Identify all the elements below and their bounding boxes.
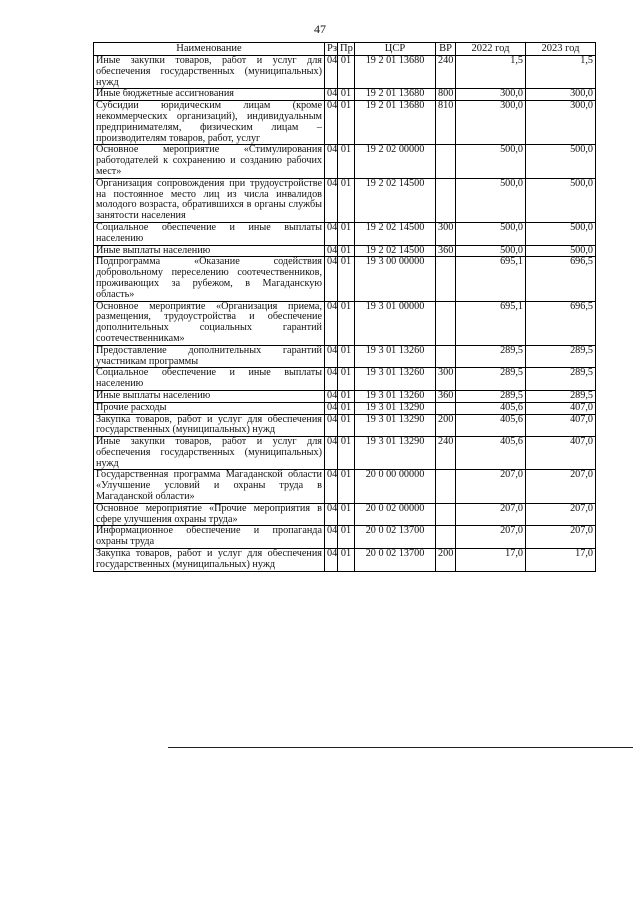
row-csr: 20 0 00 00000 bbox=[355, 470, 436, 503]
row-name: Иные закупки товаров, работ и услуг для обеспечения государственных (муниципальных) нужд bbox=[94, 437, 325, 470]
header-vr: ВР bbox=[436, 43, 456, 56]
row-pr: 01 bbox=[338, 503, 355, 526]
row-value-2023: 207,0 bbox=[526, 526, 596, 549]
row-csr: 19 3 01 13260 bbox=[355, 390, 436, 402]
row-csr: 19 3 01 13260 bbox=[355, 368, 436, 391]
row-name: Предоставление дополнительных гарантий участникам программы bbox=[94, 345, 325, 368]
row-rz: 04 bbox=[325, 222, 338, 245]
table-row bbox=[94, 390, 596, 402]
row-value-2023: 289,5 bbox=[526, 368, 596, 391]
row-vr bbox=[436, 301, 456, 345]
row-rz: 04 bbox=[325, 145, 338, 178]
row-csr: 19 3 01 13260 bbox=[355, 345, 436, 368]
row-rz: 04 bbox=[325, 503, 338, 526]
row-csr: 19 2 01 13680 bbox=[355, 56, 436, 89]
row-value-2022: 695,1 bbox=[456, 257, 526, 301]
row-vr: 200 bbox=[436, 549, 456, 572]
row-value-2022: 207,0 bbox=[456, 526, 526, 549]
row-value-2023: 407,0 bbox=[526, 414, 596, 437]
page-number: 47 bbox=[314, 22, 326, 36]
row-value-2023: 500,0 bbox=[526, 178, 596, 222]
row-vr bbox=[436, 178, 456, 222]
table-row bbox=[94, 178, 596, 222]
row-name: Иные бюджетные ассигнования bbox=[94, 89, 325, 101]
row-value-2023: 500,0 bbox=[526, 145, 596, 178]
row-value-2022: 405,6 bbox=[456, 437, 526, 470]
row-name: Информационное обеспечение и пропаганда охраны труда bbox=[94, 526, 325, 549]
row-vr: 300 bbox=[436, 368, 456, 391]
row-pr: 01 bbox=[338, 549, 355, 572]
row-csr: 20 0 02 13700 bbox=[355, 549, 436, 572]
table-row bbox=[94, 101, 596, 145]
table-row bbox=[94, 245, 596, 257]
row-rz: 04 bbox=[325, 402, 338, 414]
header-2022: 2022 год bbox=[456, 43, 526, 56]
row-value-2022: 300,0 bbox=[456, 101, 526, 145]
row-pr: 01 bbox=[338, 345, 355, 368]
row-rz: 04 bbox=[325, 245, 338, 257]
table-row bbox=[94, 89, 596, 101]
row-name: Закупка товаров, работ и услуг для обеспечения государственных (муниципальных) нужд bbox=[94, 549, 325, 572]
row-value-2022: 405,6 bbox=[456, 402, 526, 414]
table-row bbox=[94, 345, 596, 368]
row-value-2022: 289,5 bbox=[456, 345, 526, 368]
row-pr: 01 bbox=[338, 257, 355, 301]
row-value-2022: 289,5 bbox=[456, 368, 526, 391]
row-vr bbox=[436, 145, 456, 178]
row-csr: 19 2 01 13680 bbox=[355, 89, 436, 101]
row-csr: 19 3 01 13290 bbox=[355, 437, 436, 470]
table-row bbox=[94, 470, 596, 503]
row-name: Прочие расходы bbox=[94, 402, 325, 414]
row-name: Подпрограмма «Оказание содействия добровольному переселению соотечественников, проживающих за рубежом, в Магаданскую область» bbox=[94, 257, 325, 301]
row-vr: 800 bbox=[436, 89, 456, 101]
row-value-2023: 300,0 bbox=[526, 89, 596, 101]
row-csr: 19 3 00 00000 bbox=[355, 257, 436, 301]
row-value-2022: 300,0 bbox=[456, 89, 526, 101]
row-vr bbox=[436, 402, 456, 414]
row-name: Субсидии юридическим лицам (кроме некоммерческих организаций), индивидуальным предпринимателям, физическим лицам – производителям товаров, работ, услуг bbox=[94, 101, 325, 145]
row-value-2022: 207,0 bbox=[456, 503, 526, 526]
row-name: Основное мероприятие «Прочие мероприятия в сфере улучшения охраны труда» bbox=[94, 503, 325, 526]
row-csr: 19 3 01 13290 bbox=[355, 402, 436, 414]
row-csr: 20 0 02 00000 bbox=[355, 503, 436, 526]
row-rz: 04 bbox=[325, 470, 338, 503]
header-2023: 2023 год bbox=[526, 43, 596, 56]
table-row bbox=[94, 437, 596, 470]
row-pr: 01 bbox=[338, 301, 355, 345]
row-value-2022: 405,6 bbox=[456, 414, 526, 437]
row-pr: 01 bbox=[338, 101, 355, 145]
row-name: Иные закупки товаров, работ и услуг для обеспечения государственных (муниципальных) нужд bbox=[94, 56, 325, 89]
row-csr: 20 0 02 13700 bbox=[355, 526, 436, 549]
row-vr bbox=[436, 526, 456, 549]
row-name: Иные выплаты населению bbox=[94, 390, 325, 402]
row-rz: 04 bbox=[325, 345, 338, 368]
table-row bbox=[94, 402, 596, 414]
row-rz: 04 bbox=[325, 437, 338, 470]
header-csr: ЦСР bbox=[355, 43, 436, 56]
row-vr: 360 bbox=[436, 390, 456, 402]
row-value-2022: 500,0 bbox=[456, 245, 526, 257]
row-pr: 01 bbox=[338, 89, 355, 101]
row-rz: 04 bbox=[325, 390, 338, 402]
table-row bbox=[94, 56, 596, 89]
row-value-2023: 1,5 bbox=[526, 56, 596, 89]
row-value-2023: 289,5 bbox=[526, 390, 596, 402]
row-name: Государственная программа Магаданской области «Улучшение условий и охраны труда в Магаданской области» bbox=[94, 470, 325, 503]
row-value-2022: 695,1 bbox=[456, 301, 526, 345]
row-name: Социальное обеспечение и иные выплаты населению bbox=[94, 368, 325, 391]
row-value-2022: 207,0 bbox=[456, 470, 526, 503]
row-value-2022: 500,0 bbox=[456, 178, 526, 222]
row-value-2023: 289,5 bbox=[526, 345, 596, 368]
row-pr: 01 bbox=[338, 414, 355, 437]
row-name: Основное мероприятие «Стимулирования работодателей к сохранению и созданию рабочих мест» bbox=[94, 145, 325, 178]
table-header-row bbox=[94, 43, 596, 56]
header-name: Наименование bbox=[94, 43, 325, 56]
row-rz: 04 bbox=[325, 368, 338, 391]
row-vr bbox=[436, 257, 456, 301]
row-value-2023: 17,0 bbox=[526, 549, 596, 572]
row-rz: 04 bbox=[325, 89, 338, 101]
table-row bbox=[94, 549, 596, 572]
row-value-2023: 300,0 bbox=[526, 101, 596, 145]
row-vr: 240 bbox=[436, 437, 456, 470]
row-name: Социальное обеспечение и иные выплаты населению bbox=[94, 222, 325, 245]
row-vr: 240 bbox=[436, 56, 456, 89]
row-csr: 19 2 02 14500 bbox=[355, 222, 436, 245]
table-row bbox=[94, 503, 596, 526]
row-vr: 300 bbox=[436, 222, 456, 245]
row-rz: 04 bbox=[325, 526, 338, 549]
row-vr bbox=[436, 470, 456, 503]
budget-table bbox=[93, 42, 596, 572]
row-rz: 04 bbox=[325, 414, 338, 437]
table-row bbox=[94, 368, 596, 391]
row-value-2022: 289,5 bbox=[456, 390, 526, 402]
row-pr: 01 bbox=[338, 402, 355, 414]
row-rz: 04 bbox=[325, 549, 338, 572]
row-rz: 04 bbox=[325, 56, 338, 89]
table-row bbox=[94, 301, 596, 345]
row-vr: 200 bbox=[436, 414, 456, 437]
header-pr: Пр bbox=[338, 43, 355, 56]
table-row bbox=[94, 257, 596, 301]
row-value-2022: 500,0 bbox=[456, 222, 526, 245]
row-value-2023: 407,0 bbox=[526, 437, 596, 470]
row-value-2023: 696,5 bbox=[526, 257, 596, 301]
row-value-2022: 17,0 bbox=[456, 549, 526, 572]
row-rz: 04 bbox=[325, 301, 338, 345]
table-row bbox=[94, 145, 596, 178]
header-rz: Рз bbox=[325, 43, 338, 56]
row-csr: 19 2 01 13680 bbox=[355, 101, 436, 145]
row-rz: 04 bbox=[325, 101, 338, 145]
row-pr: 01 bbox=[338, 178, 355, 222]
table-row bbox=[94, 526, 596, 549]
row-csr: 19 2 02 00000 bbox=[355, 145, 436, 178]
table-row bbox=[94, 222, 596, 245]
row-value-2023: 207,0 bbox=[526, 470, 596, 503]
table-row bbox=[94, 414, 596, 437]
row-name: Организация сопровождения при трудоустройстве на постоянное место лиц из числа инвалидов молодого возраста, обратившихся в органы службы занятости населения bbox=[94, 178, 325, 222]
bottom-rule bbox=[168, 747, 633, 748]
row-rz: 04 bbox=[325, 257, 338, 301]
row-csr: 19 3 01 00000 bbox=[355, 301, 436, 345]
row-csr: 19 3 01 13290 bbox=[355, 414, 436, 437]
row-pr: 01 bbox=[338, 145, 355, 178]
row-vr: 810 bbox=[436, 101, 456, 145]
row-value-2023: 407,0 bbox=[526, 402, 596, 414]
row-value-2023: 696,5 bbox=[526, 301, 596, 345]
row-pr: 01 bbox=[338, 390, 355, 402]
row-value-2023: 500,0 bbox=[526, 245, 596, 257]
row-value-2023: 207,0 bbox=[526, 503, 596, 526]
row-pr: 01 bbox=[338, 470, 355, 503]
row-vr bbox=[436, 345, 456, 368]
row-pr: 01 bbox=[338, 368, 355, 391]
row-rz: 04 bbox=[325, 178, 338, 222]
row-pr: 01 bbox=[338, 56, 355, 89]
row-value-2022: 1,5 bbox=[456, 56, 526, 89]
row-pr: 01 bbox=[338, 222, 355, 245]
row-pr: 01 bbox=[338, 245, 355, 257]
row-name: Основное мероприятие «Организация приема, размещения, трудоустройства и обеспечение дополнительных социальных гарантий соотечественникам» bbox=[94, 301, 325, 345]
row-pr: 01 bbox=[338, 526, 355, 549]
row-csr: 19 2 02 14500 bbox=[355, 245, 436, 257]
row-value-2022: 500,0 bbox=[456, 145, 526, 178]
row-vr bbox=[436, 503, 456, 526]
row-name: Иные выплаты населению bbox=[94, 245, 325, 257]
row-vr: 360 bbox=[436, 245, 456, 257]
row-value-2023: 500,0 bbox=[526, 222, 596, 245]
row-csr: 19 2 02 14500 bbox=[355, 178, 436, 222]
row-pr: 01 bbox=[338, 437, 355, 470]
row-name: Закупка товаров, работ и услуг для обеспечения государственных (муниципальных) нужд bbox=[94, 414, 325, 437]
